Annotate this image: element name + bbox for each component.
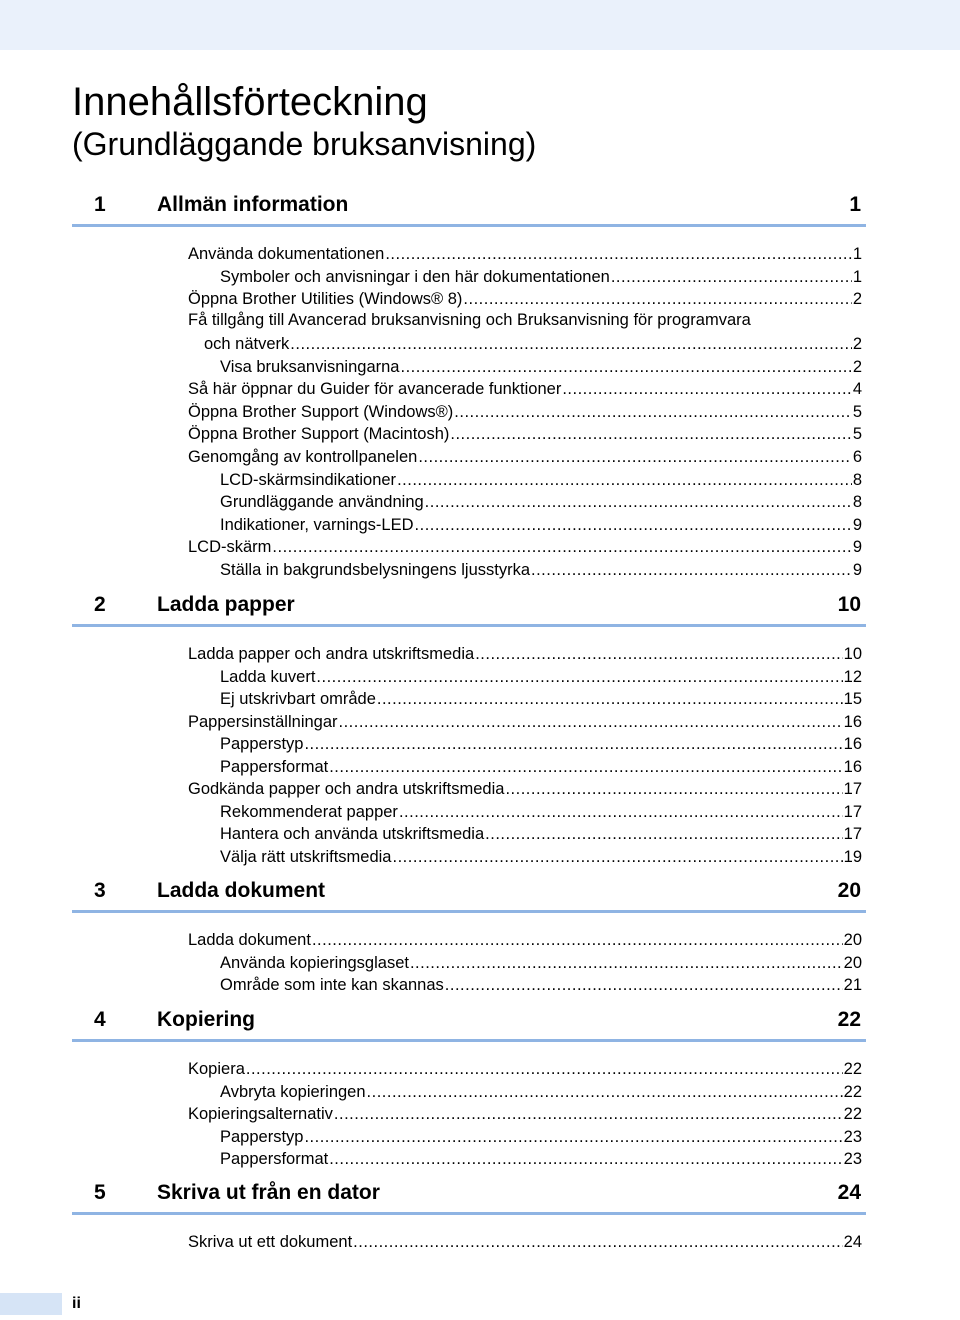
dot-leader [353,1232,842,1252]
chapter-number: 2 [94,593,106,616]
toc-entry-page: 19 [843,847,862,866]
dot-leader [367,1082,843,1102]
dot-leader [450,424,851,444]
dot-leader [425,492,852,512]
toc-entry-page: 23 [843,1150,862,1169]
toc-entry-text: Pappersinställningar [188,712,338,731]
chapter-heading[interactable] [72,190,866,227]
toc-entry[interactable] [220,973,862,995]
toc-entry-text: Papperstyp [220,1127,304,1146]
dot-leader [377,689,843,709]
toc-entry-text: Symboler och anvisningar i den här dokumentationen [220,267,610,286]
toc-entry-page: 12 [843,667,862,686]
dot-leader [418,447,851,467]
dot-leader [246,1059,843,1079]
toc-entry[interactable] [220,513,862,535]
toc-entry-page: 9 [852,560,862,579]
chapter-title: Allmän information [157,193,349,216]
toc-entry[interactable] [188,422,862,444]
toc-entry-page: 17 [843,802,862,821]
toc-entry-page: 2 [852,335,862,354]
toc-entry-text: och nätverk [204,335,290,354]
toc-entry-text: Ställa in bakgrundsbelysningens ljusstyrka [220,560,531,579]
toc-entry[interactable] [220,1125,862,1147]
toc-entry[interactable] [188,445,862,467]
dot-leader [463,289,851,309]
toc-entry[interactable] [220,355,862,377]
toc-entry-text: Öppna Brother Support (Windows®) [188,402,454,421]
dot-leader [334,1104,843,1124]
toc-entry[interactable] [220,822,862,844]
dot-leader [304,734,842,754]
toc-entry[interactable] [188,535,862,557]
toc-entry[interactable] [220,558,862,580]
toc-entry-text: Godkända papper och andra utskriftsmedia [188,780,505,799]
chapter-heading[interactable] [72,1005,866,1042]
dot-leader [316,667,842,687]
toc-entry-page: 6 [852,447,862,466]
dot-leader [392,847,842,867]
toc-entry[interactable] [220,732,862,754]
toc-entry-text: Rekommenderat papper [220,802,398,821]
dot-leader [505,779,842,799]
top-header-band [0,0,960,50]
toc-entry[interactable] [220,845,862,867]
toc-entry[interactable] [204,332,862,354]
dot-leader [385,244,851,264]
toc-entry[interactable] [220,665,862,687]
toc-entry-page: 21 [843,976,862,995]
toc-entry-page: 16 [843,735,862,754]
dot-leader [475,644,842,664]
toc-entry[interactable] [220,490,862,512]
toc-entry-text: Ladda kuvert [220,667,316,686]
toc-entry[interactable] [220,1080,862,1102]
toc-entry[interactable] [188,377,862,399]
toc-entry-page: 17 [843,780,862,799]
toc-entry-text: Öppna Brother Support (Macintosh) [188,425,450,444]
toc-entry[interactable] [188,710,862,732]
toc-entry[interactable] [188,242,862,264]
chapter-title: Kopiering [157,1008,255,1031]
chapter-title: Ladda dokument [157,879,326,902]
toc-entry-text: Öppna Brother Utilities (Windows® 8) [188,290,463,309]
toc-entry-page: 16 [843,757,862,776]
toc-entry-text: Ladda papper och andra utskriftsmedia [188,645,475,663]
toc-entry-text: LCD-skärm [188,538,272,557]
chapter-page-number: 20 [837,879,861,902]
toc-entry-text: Skriva ut ett dokument [188,1233,353,1251]
dot-leader [312,930,843,950]
toc-entry[interactable] [188,310,862,332]
toc-entry-page: 24 [843,1233,862,1251]
toc-entry-page: 22 [843,1105,862,1124]
toc-entry-page: 23 [843,1127,862,1146]
toc-entry-page: 2 [852,357,862,376]
toc-entry-page: 22 [843,1060,862,1078]
toc-entry[interactable] [220,951,862,973]
dot-leader [562,379,851,399]
toc-entry-text: Använda kopieringsglaset [220,953,409,972]
toc-entry-page: 20 [843,931,862,949]
toc-entry-text: Pappersformat [220,757,329,776]
chapter-page-number: 1 [849,193,861,216]
toc-entry-text: Använda dokumentationen [188,245,385,263]
chapter-title: Skriva ut från en dator [157,1181,380,1204]
dot-leader [531,560,852,580]
toc-entry-page: 20 [843,953,862,972]
toc-entry-text: Kopiera [188,1060,245,1078]
toc-entry-text: Pappersformat [220,1150,329,1169]
toc-entry-text: Visa bruksanvisningarna [220,357,400,376]
dot-leader [410,953,843,973]
toc-entry[interactable] [188,400,862,422]
toc-entry-text: Välja rätt utskriftsmedia [220,847,392,866]
toc-entry-page: 4 [852,380,862,399]
toc-entry-page: 5 [852,425,862,444]
dot-leader [329,757,842,777]
toc-entry-page: 9 [852,515,862,534]
toc-entry[interactable] [188,287,862,309]
chapter-number: 4 [94,1008,106,1031]
toc-entry-page: 8 [852,470,862,489]
toc-entry[interactable] [188,1057,862,1079]
dot-leader [272,537,851,557]
toc-entry[interactable] [220,1147,862,1169]
toc-entry-page: 2 [852,290,862,309]
toc-entry[interactable] [220,468,862,490]
chapter-page-number: 24 [837,1181,861,1204]
dot-leader [454,402,852,422]
toc-entry[interactable] [220,687,862,709]
toc-entry[interactable] [188,642,862,664]
dot-leader [611,267,852,287]
footer-band [0,1293,62,1315]
toc-entry[interactable] [220,265,862,287]
page-title: Innehållsförteckning [72,80,428,124]
toc-entry-text: Avbryta kopieringen [220,1082,366,1101]
toc-entry-text: Grundläggande användning [220,493,424,512]
toc-entry-text: Så här öppnar du Guider för avancerade funktioner [188,380,562,399]
toc-entry-page: 1 [852,267,862,286]
chapter-heading[interactable] [72,876,866,913]
toc-entry-text: Papperstyp [220,735,304,754]
chapter-number: 1 [94,193,106,216]
chapter-heading[interactable] [72,590,866,627]
chapter-number: 3 [94,879,106,902]
toc-entry-page: 5 [852,402,862,421]
footer-page-number: ii [72,1295,81,1312]
chapter-page-number: 10 [837,593,861,616]
toc-entry[interactable] [220,755,862,777]
dot-leader [339,712,843,732]
chapter-number: 5 [94,1181,106,1204]
toc-entry[interactable] [188,1230,862,1252]
toc-entry[interactable] [188,928,862,950]
dot-leader [399,802,843,822]
toc-entry-text: LCD-skärmsindikationer [220,470,397,489]
toc-entry-text: Ladda dokument [188,931,311,949]
toc-entry-page: 8 [852,493,862,512]
toc-entry-text: Hantera och använda utskriftsmedia [220,825,485,844]
toc-entry-page: 9 [852,538,862,557]
toc-entry[interactable] [188,777,862,799]
toc-entry-page: 1 [852,245,862,263]
toc-entry-text: Ej utskrivbart område [220,690,376,709]
dot-leader [290,334,852,354]
dot-leader [485,824,842,844]
chapter-page-number: 22 [837,1008,861,1031]
chapter-title: Ladda papper [157,593,295,616]
toc-entry[interactable] [188,1102,862,1124]
toc-entry-text: Område som inte kan skannas [220,976,444,995]
dot-leader [445,975,843,995]
dot-leader [329,1149,842,1169]
toc-entry-page: 17 [843,825,862,844]
toc-entry[interactable] [220,800,862,822]
toc-entry-text: Kopieringsalternativ [188,1105,333,1124]
toc-entry-page: 15 [843,690,862,709]
dot-leader [304,1127,842,1147]
chapter-heading[interactable] [72,1178,866,1215]
toc-entry-page: 16 [843,712,862,731]
dot-leader [400,357,851,377]
toc-entry-page: 10 [843,645,862,663]
toc-entry-text: Indikationer, varnings-LED [220,515,414,534]
dot-leader [397,470,852,490]
toc-entry-text: Få tillgång till Avancerad bruksanvisning och Bruksanvisning för programvara [188,310,751,329]
toc-entry-text: Genomgång av kontrollpanelen [188,447,418,466]
dot-leader [415,515,852,535]
toc-entry-page: 22 [843,1082,862,1101]
page-subtitle: (Grundläggande bruksanvisning) [72,126,537,162]
